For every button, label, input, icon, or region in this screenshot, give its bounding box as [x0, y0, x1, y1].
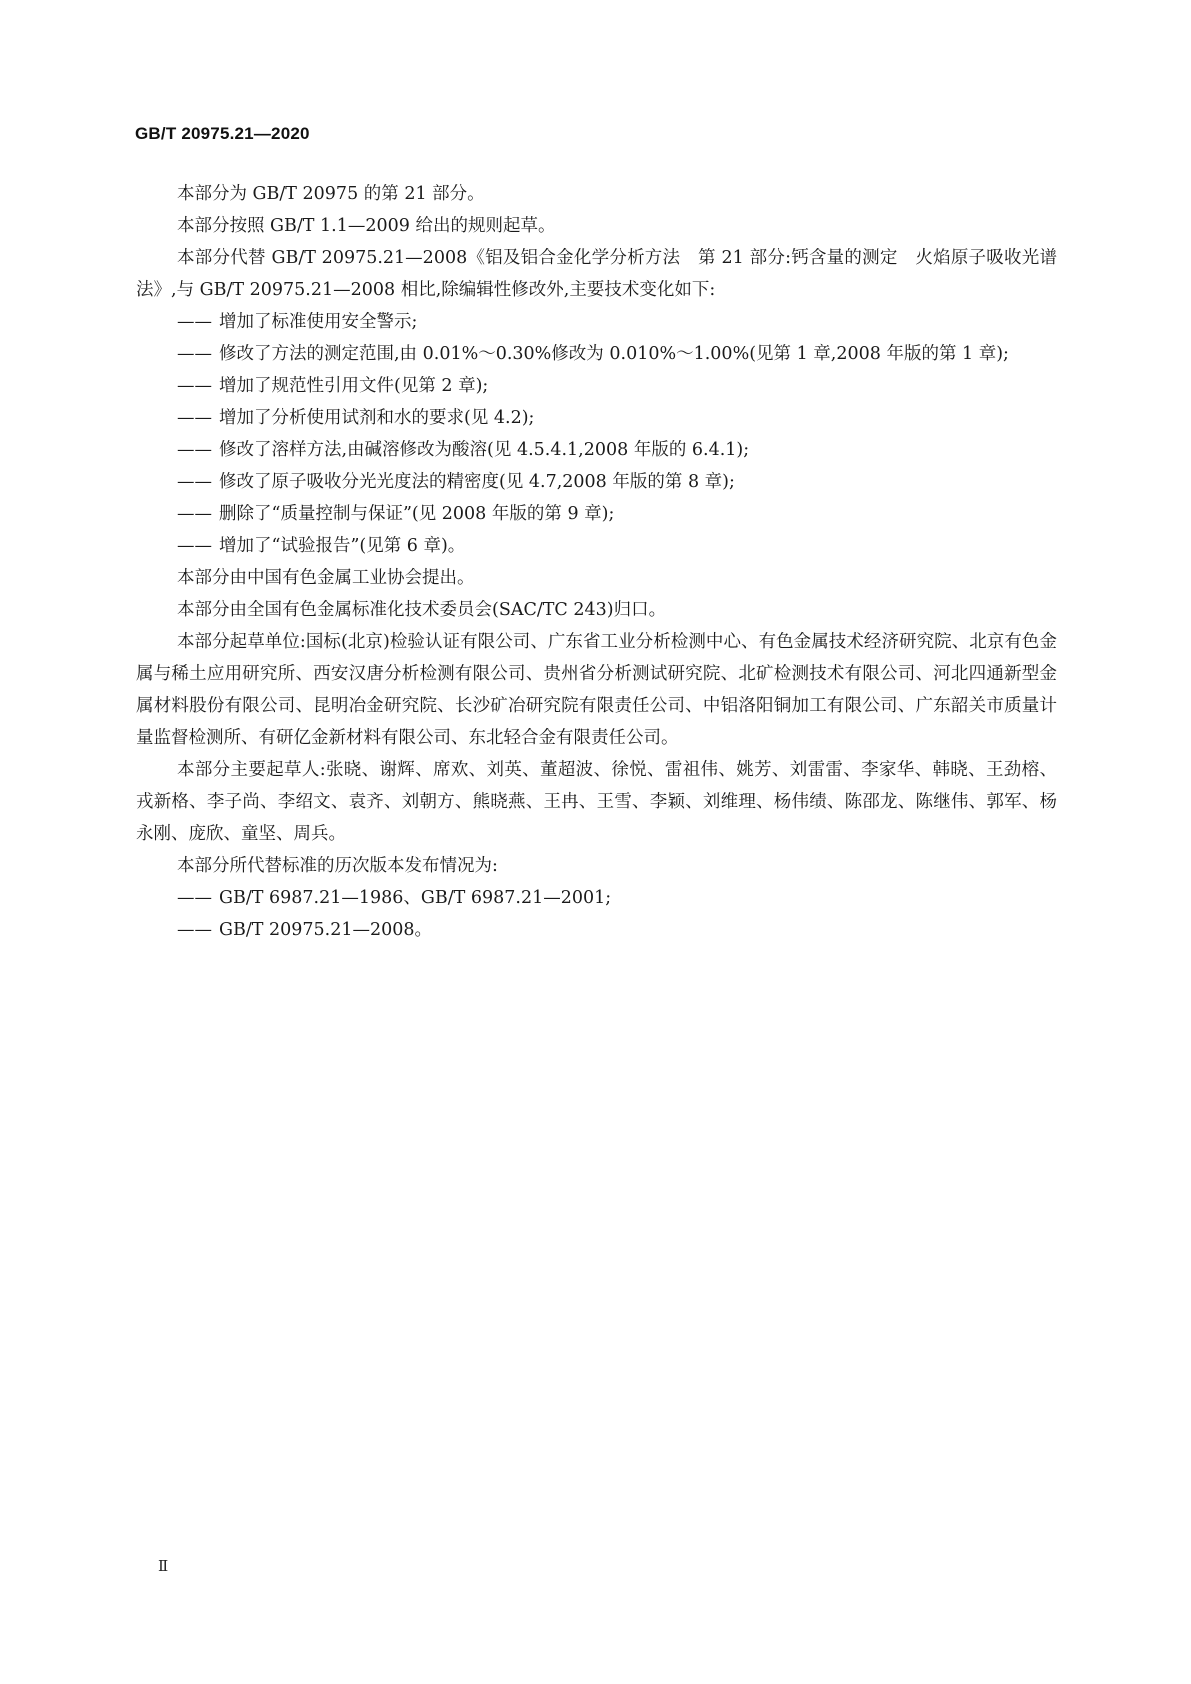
list-item-text: GB/T 6987.21—1986、GB/T 6987.21—2001;	[219, 888, 612, 908]
list-item-text: 修改了方法的测定范围,由 0.01%～0.30%修改为 0.010%～1.00%(见第 1 章,2008 年版的第 1 章);	[219, 344, 1009, 364]
dash-marker: ——	[177, 408, 212, 428]
list-item	[177, 882, 1057, 914]
list-item-text: GB/T 20975.21—2008。	[219, 920, 433, 940]
list-item-text: 删除了“质量控制与保证”(见 2008 年版的第 9 章);	[219, 504, 615, 524]
list-item	[177, 370, 1057, 402]
para-drafting-rules: 本部分按照 GB/T 1.1—2009 给出的规则起草。	[177, 216, 556, 236]
list-item	[177, 402, 1057, 434]
dash-marker: ——	[177, 440, 212, 460]
para-proposed-by: 本部分由中国有色金属工业协会提出。	[177, 568, 475, 588]
list-item	[177, 914, 1057, 946]
para-replaces-standard: 本部分代替 GB/T 20975.21—2008《铝及铝合金化学分析方法 第 21 部分:钙含量的测定 火焰原子吸收光谱法》,与 GB/T 20975.21—2008 相比,除编辑性修改外,主要技术变化如下:	[136, 248, 1057, 300]
history-list	[177, 882, 1057, 946]
changes-list	[177, 306, 1057, 562]
dash-marker: ——	[177, 888, 212, 908]
para-managed-by: 本部分由全国有色金属标准化技术委员会(SAC/TC 243)归口。	[177, 600, 667, 620]
list-item	[177, 434, 1057, 466]
dash-marker: ——	[177, 536, 212, 556]
list-item-text: 增加了规范性引用文件(见第 2 章);	[219, 376, 489, 396]
page-number: Ⅱ	[158, 1557, 168, 1575]
standard-code-header: GB/T 20975.21—2020	[135, 124, 310, 143]
para-part-of-series: 本部分为 GB/T 20975 的第 21 部分。	[177, 184, 485, 204]
list-item-text: 修改了溶样方法,由碱溶修改为酸溶(见 4.5.4.1,2008 年版的 6.4.1);	[219, 440, 750, 460]
list-item-text: 增加了标准使用安全警示;	[219, 312, 418, 332]
list-item	[177, 306, 1057, 338]
list-item	[177, 338, 1057, 370]
dash-marker: ——	[177, 504, 212, 524]
foreword-body	[136, 178, 1057, 946]
list-item-text: 增加了分析使用试剂和水的要求(见 4.2);	[219, 408, 535, 428]
para-main-drafters: 本部分主要起草人:张晓、谢辉、席欢、刘英、董超波、徐悦、雷祖伟、姚芳、刘雷雷、李家华、韩晓、王劲榕、戎新格、李子尚、李绍文、袁齐、刘朝方、熊晓燕、王冉、王雪、李颖、刘维理、杨伟绩、陈邵龙、陈继伟、郭军、杨永刚、庞欣、童坚、周兵。	[136, 760, 1057, 844]
dash-marker: ——	[177, 472, 212, 492]
dash-marker: ——	[177, 344, 212, 364]
list-item	[177, 498, 1057, 530]
list-item	[177, 530, 1057, 562]
list-item-text: 修改了原子吸收分光光度法的精密度(见 4.7,2008 年版的第 8 章);	[219, 472, 735, 492]
para-drafting-units: 本部分起草单位:国标(北京)检验认证有限公司、广东省工业分析检测中心、有色金属技术经济研究院、北京有色金属与稀土应用研究所、西安汉唐分析检测有限公司、贵州省分析测试研究院、北矿检测技术有限公司、河北四通新型金属材料股份有限公司、昆明冶金研究院、长沙矿冶研究院有限责任公司、中铝洛阳铜加工有限公司、广东韶关市质量计量监督检测所、有研亿金新材料有限公司、东北轻合金有限责任公司。	[136, 632, 1057, 748]
list-item-text: 增加了“试验报告”(见第 6 章)。	[219, 536, 466, 556]
dash-marker: ——	[177, 376, 212, 396]
dash-marker: ——	[177, 312, 212, 332]
para-version-history-intro: 本部分所代替标准的历次版本发布情况为:	[177, 856, 498, 876]
dash-marker: ——	[177, 920, 212, 940]
list-item	[177, 466, 1057, 498]
